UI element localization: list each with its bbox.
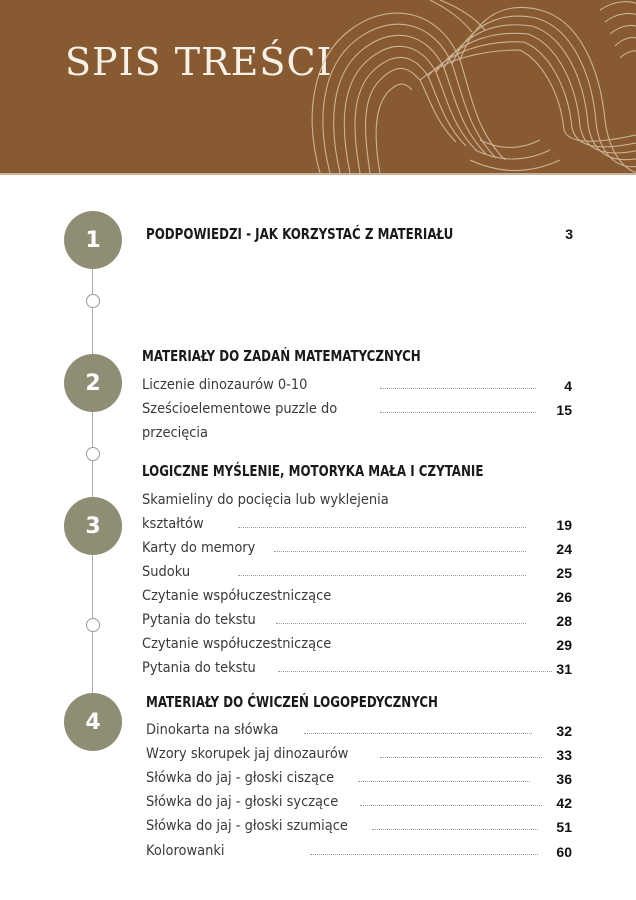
timeline-dot <box>86 447 100 461</box>
section-heading[interactable]: MATERIAŁY DO ĆWICZEŃ LOGOPEDYCZNYCH <box>146 693 439 711</box>
toc-entry-continuation <box>142 425 572 445</box>
dot-leader <box>360 805 542 806</box>
section-heading[interactable]: MATERIAŁY DO ZADAŃ MATEMATYCZNYCH <box>142 347 421 365</box>
page-number: 28 <box>556 613 572 629</box>
page-number: 24 <box>556 541 572 557</box>
toc-entry-label: Czytanie współuczestniczące <box>142 636 332 652</box>
toc-entry-label: Kolorowanki <box>146 843 225 859</box>
toc-entry[interactable] <box>146 818 572 838</box>
page-number: 51 <box>556 819 572 835</box>
page-number: 19 <box>556 517 572 533</box>
dot-leader <box>358 781 530 782</box>
toc-entry-label: Sześcioelementowe puzzle do <box>142 401 338 417</box>
toc-entry-label: Pytania do tekstu <box>142 612 256 628</box>
toc-entry-label: Pytania do tekstu <box>142 660 256 676</box>
toc-entry-label: Skamieliny do pocięcia lub wyklejenia <box>142 492 389 508</box>
toc-entry-label: Dinokarta na słówka <box>146 722 279 738</box>
dot-leader <box>372 829 538 830</box>
toc-entry-label: Słówka do jaj - głoski szumiące <box>146 818 348 834</box>
toc-entry-label: Liczenie dinozaurów 0-10 <box>142 377 308 393</box>
header-divider <box>0 173 636 175</box>
page-number: 29 <box>556 637 572 653</box>
toc-entry[interactable] <box>146 770 572 790</box>
page-number: 60 <box>556 844 572 860</box>
toc-entry-label: Słówka do jaj - głoski ciszące <box>146 770 335 786</box>
toc-entry[interactable] <box>142 660 572 680</box>
toc-entry-label: Czytanie współuczestniczące <box>142 588 332 604</box>
page-number: 25 <box>556 565 572 581</box>
toc-entry-label: Słówka do jaj - głoski syczące <box>146 794 339 810</box>
decorative-wave-pattern-icon <box>300 0 636 173</box>
timeline-line <box>92 240 93 720</box>
toc-entry[interactable] <box>146 722 572 742</box>
page-title: SPIS TREŚCI <box>65 40 333 84</box>
toc-entry-label: Karty do memory <box>142 540 256 556</box>
toc-entry[interactable] <box>142 636 572 656</box>
dot-leader <box>380 388 536 389</box>
page-number: 36 <box>556 771 572 787</box>
toc-entry-continuation[interactable] <box>142 516 572 536</box>
page-number: 42 <box>556 795 572 811</box>
toc-entry[interactable] <box>142 564 572 584</box>
section-number-circle: 2 <box>64 354 122 412</box>
section-number-circle: 1 <box>64 211 122 269</box>
dot-leader <box>278 671 552 672</box>
page-number: 33 <box>556 747 572 763</box>
toc-entry[interactable] <box>142 612 572 632</box>
dot-leader <box>276 623 526 624</box>
page-number: 15 <box>556 402 572 418</box>
timeline-dot <box>86 294 100 308</box>
toc-entry[interactable] <box>142 540 572 560</box>
dot-leader <box>310 854 538 855</box>
page-number: 4 <box>564 378 572 394</box>
toc-entry[interactable] <box>142 492 572 512</box>
dot-leader <box>238 575 526 576</box>
section-number-circle: 3 <box>64 497 122 555</box>
section-heading[interactable]: LOGICZNE MYŚLENIE, MOTORYKA MAŁA I CZYTANIE <box>142 462 484 480</box>
toc-entry-label: kształtów <box>142 516 204 532</box>
dot-leader <box>238 527 526 528</box>
dot-leader <box>380 757 542 758</box>
toc-entry-label: Sudoku <box>142 564 191 580</box>
page-number: 31 <box>556 661 572 677</box>
section-number-circle: 4 <box>64 693 122 751</box>
toc-entry[interactable] <box>142 377 572 397</box>
toc-entry[interactable] <box>146 794 572 814</box>
toc-entry-label: Wzory skorupek jaj dinozaurów <box>146 746 349 762</box>
dot-leader <box>304 733 532 734</box>
toc-entry[interactable] <box>146 746 572 766</box>
toc-entry[interactable] <box>142 588 572 608</box>
header-banner <box>0 0 636 173</box>
toc-entry[interactable] <box>146 843 572 863</box>
timeline-dot <box>86 618 100 632</box>
dot-leader <box>380 412 536 413</box>
page-number: 26 <box>556 589 572 605</box>
section-heading[interactable]: PODPOWIEDZI - JAK KORZYSTAĆ Z MATERIAŁU <box>146 225 454 243</box>
page-number: 32 <box>556 723 572 739</box>
page-number: 3 <box>565 226 573 242</box>
dot-leader <box>274 551 526 552</box>
toc-entry-label: przecięcia <box>142 425 209 441</box>
toc-entry[interactable] <box>142 401 572 421</box>
